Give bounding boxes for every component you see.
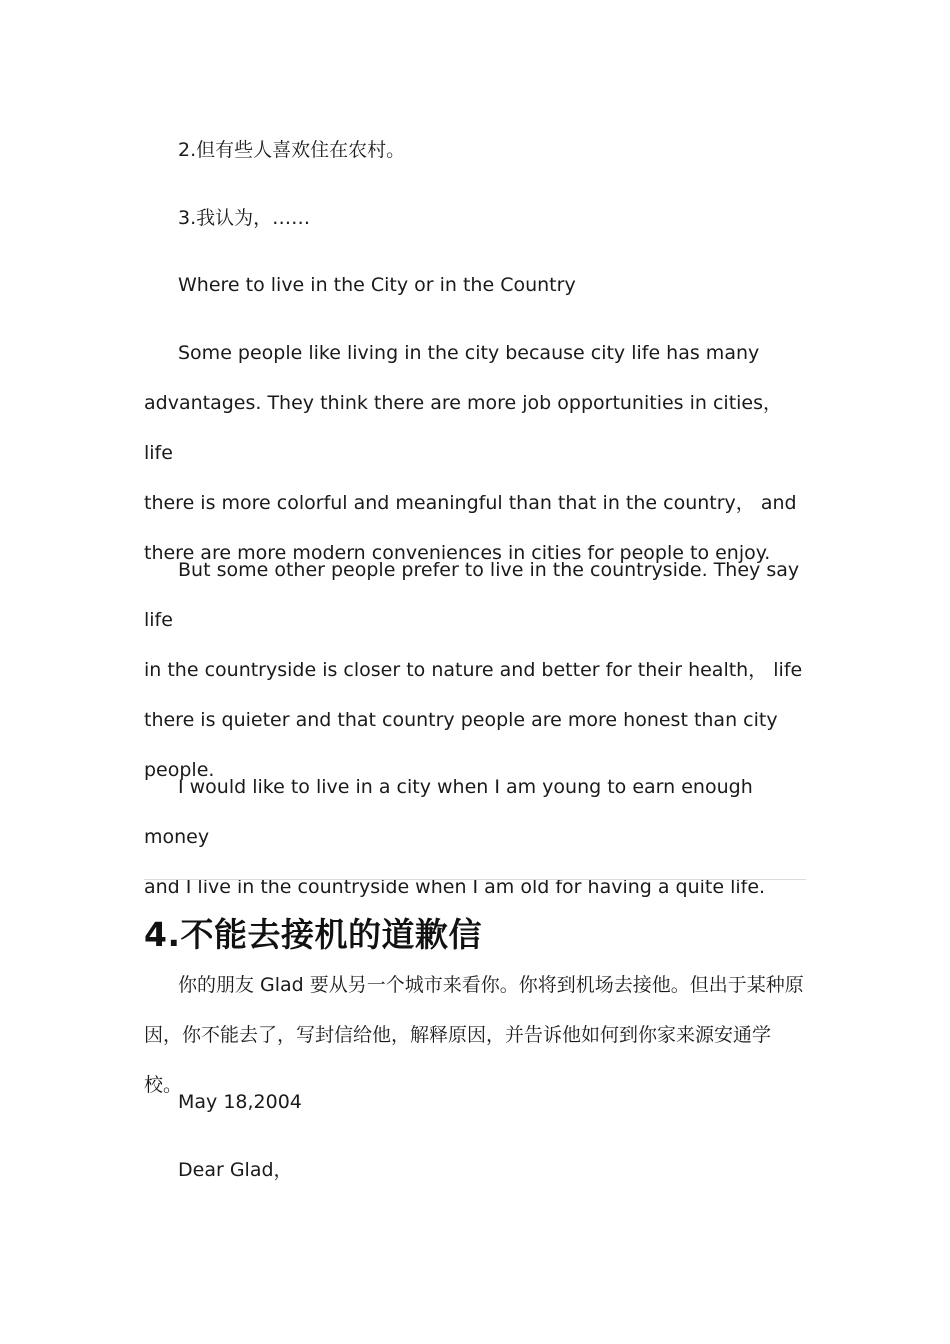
text-line: advantages. They think there are more job opportunities in cities， life xyxy=(144,392,783,464)
text-line: people. xyxy=(144,759,215,781)
letter-salutation xyxy=(144,1145,806,1195)
text-line: 3.我认为，…… xyxy=(178,207,311,229)
essay-paragraph-3 xyxy=(144,762,806,912)
text-line: there is quieter and that country people are more honest than city xyxy=(144,709,778,731)
text-line: May 18,2004 xyxy=(178,1091,302,1113)
text-line: in the countryside is closer to nature and better for their health， life xyxy=(144,659,803,681)
text-line: Dear Glad， xyxy=(178,1159,293,1181)
section-divider xyxy=(144,879,806,880)
essay-paragraph-2 xyxy=(144,545,806,795)
text-line: there is more colorful and meaningful than that in the country， and xyxy=(144,492,797,514)
essay-title xyxy=(144,260,806,310)
text-line: 你的朋友 Glad 要从另一个城市来看你。你将到机场去接他。但出于某种原 xyxy=(178,974,804,996)
text-line: I would like to live in a city when I am young to earn enough money xyxy=(144,776,753,848)
text-line: 2.但有些人喜欢住在农村。 xyxy=(178,139,406,161)
text-line: and I live in the countryside when I am old for having a quite life. xyxy=(144,876,766,898)
text-line: 因，你不能去了，写封信给他，解释原因，并告诉他如何到你家来源安通学校。 xyxy=(144,1024,772,1096)
text-line: But some other people prefer to live in the countryside. They say life xyxy=(144,559,800,631)
section-heading: 4.不能去接机的道歉信 xyxy=(144,915,482,954)
outline-point-2 xyxy=(144,125,806,175)
text-line: Where to live in the City or in the Country xyxy=(178,274,576,296)
letter-date xyxy=(144,1077,806,1127)
outline-point-3 xyxy=(144,193,806,243)
essay-paragraph-1 xyxy=(144,328,806,578)
text-line: there are more modern conveniences in cities for people to enjoy. xyxy=(144,542,771,564)
text-line: Some people like living in the city because city life has many xyxy=(178,342,760,364)
